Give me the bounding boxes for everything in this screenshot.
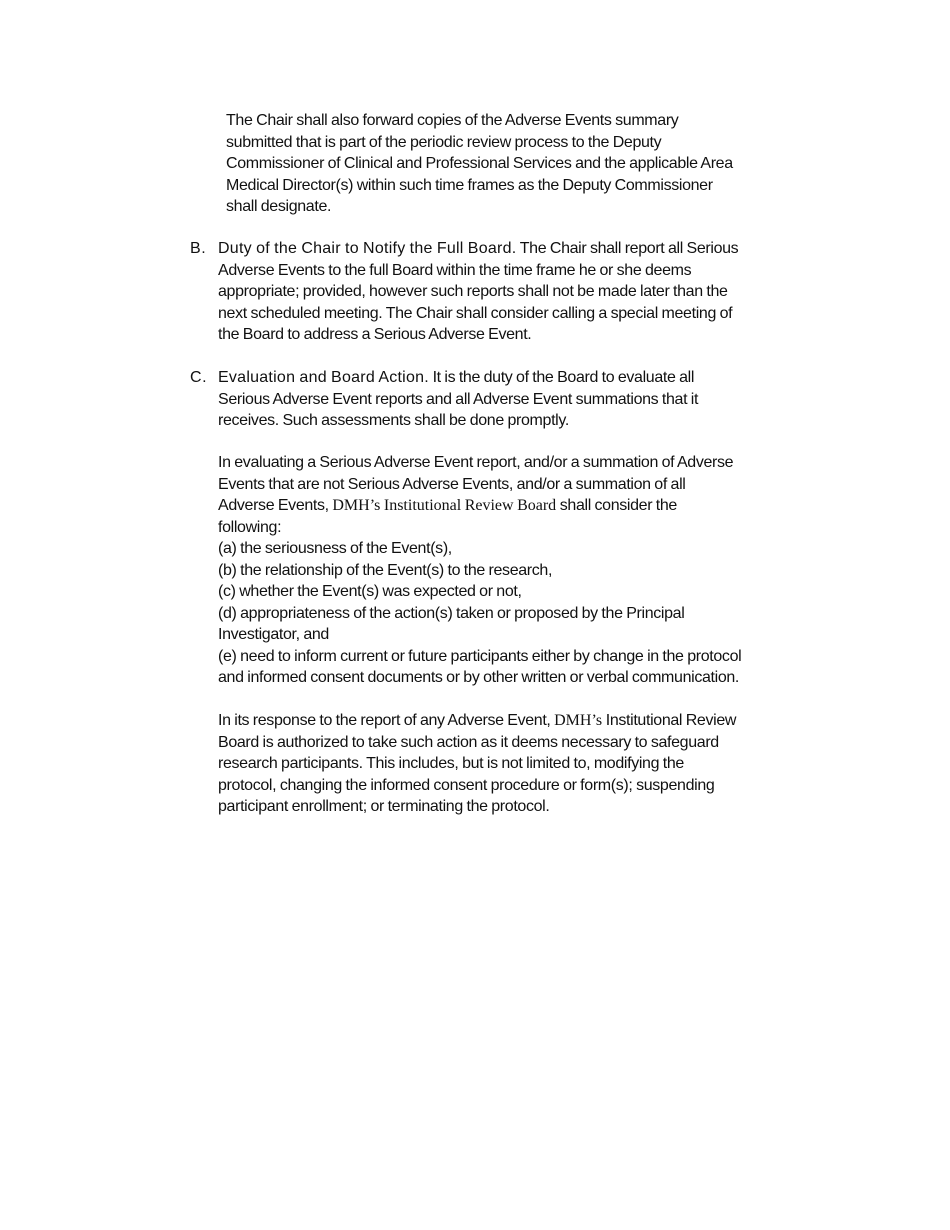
section-c-paragraph [218,367,838,432]
list-item: Investigator, and [218,626,329,643]
section-b-heading: Duty of the Chair to Notify the Full Board. [218,240,517,257]
text-line: receives. Such assessments shall be done promptly. [218,412,569,429]
text-fragment: shall consider the [556,497,677,514]
section-c-heading: Evaluation and Board Action. [218,369,429,386]
text-fragment: Institutional Review [602,712,737,729]
text-line [218,495,838,517]
list-item: (a) the seriousness of the Event(s), [218,540,452,557]
text-line: Serious Adverse Event reports and all Adverse Event summations that it [218,390,699,408]
text-line [218,710,838,732]
text-line: In evaluating a Serious Adverse Event report, and/or a summation of Adverse [218,454,734,471]
text-line: Medical Director(s) within such time frames as the Deputy Commissioner [226,176,713,194]
text-line: Adverse Events to the full Board within the time frame he or she deems [218,261,692,279]
section-b-first-line-rest: The Chair shall report all Serious [516,240,739,257]
text-line: next scheduled meeting. The Chair shall consider calling a special meeting of [218,304,733,322]
text-line: following: [218,518,282,536]
text-line: the Board to address a Serious Adverse Event. [218,326,532,343]
text-line: Commissioner of Clinical and Professional Services and the applicable Area [226,155,733,172]
dmh-irb-name: DMH’s Institutional Review Board [332,497,557,514]
text-line: Board is authorized to take such action as it deems necessary to safeguard [218,733,719,751]
section-c-first-line-rest: It is the duty of the Board to evaluate all [428,369,695,386]
text-line: The Chair shall also forward copies of the Adverse Events summary [226,112,679,129]
section-c-first-line [218,367,838,389]
list-item: (c) whether the Event(s) was expected or not, [218,583,522,600]
section-c-letter: C. [190,369,208,386]
list-item: (e) need to inform current or future participants either by change in the protocol [218,647,742,665]
list-item: (d) appropriateness of the action(s) taken or proposed by the Principal [218,604,685,622]
list-item: and informed consent documents or by other written or verbal communication. [218,669,740,686]
response-paragraph [218,710,838,818]
text-line: shall designate. [226,198,332,215]
text-fragment: Adverse Events, [218,497,333,514]
section-b-letter: B. [190,240,207,257]
section-b-first-line [218,238,838,260]
text-line: research participants. This includes, but is not limited to, modifying the [218,755,684,772]
text-line: appropriate; provided, however such reports shall not be made later than the [218,283,728,300]
text-line: protocol, changing the informed consent procedure or form(s); suspending [218,776,715,794]
text-line: Events that are not Serious Adverse Events, and/or a summation of all [218,475,686,493]
section-b-paragraph [218,238,838,346]
list-item: (b) the relationship of the Event(s) to the research, [218,561,553,579]
text-line: participant enrollment; or terminating the protocol. [218,798,550,815]
dmh-name: DMH’s [554,712,603,729]
intro-paragraph [226,110,826,218]
text-line: submitted that is part of the periodic review process to the Deputy [226,133,662,151]
evaluation-paragraph [218,452,838,689]
text-fragment: In its response to the report of any Adverse Event, [218,712,555,729]
